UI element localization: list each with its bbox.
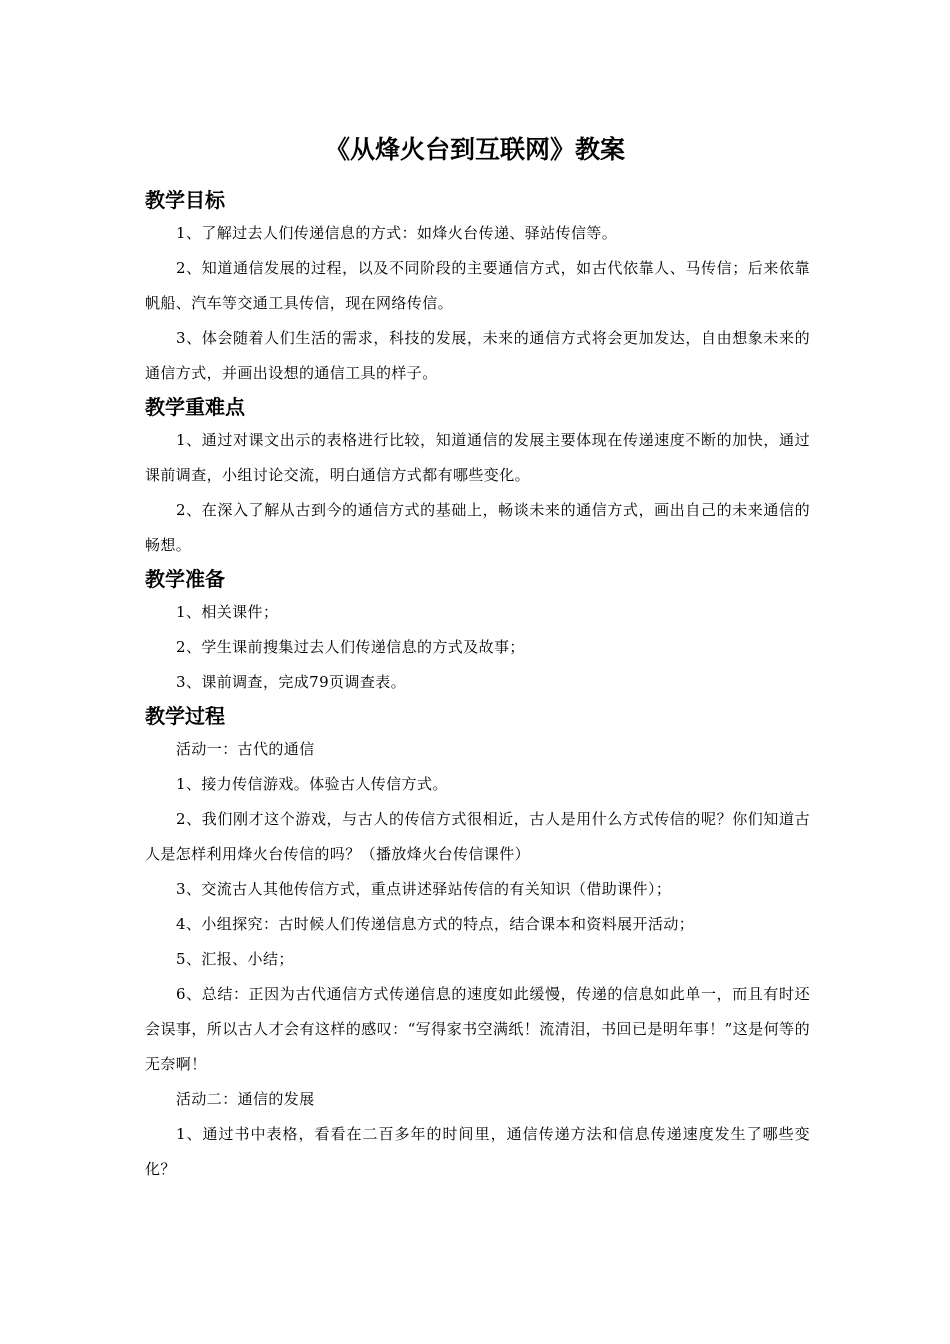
activity-title: 活动一：古代的通信 [176, 740, 315, 758]
section-preparation [145, 563, 810, 700]
paragraph: 6、总结：正因为古代通信方式传递信息的速度如此缓慢，传递的信息如此单一，而且有时还会误事，所以古人才会有这样的感叹：“写得家书空满纸！流清泪，书回已是明年事！”这是何等的无奈啊！ [145, 985, 810, 1073]
paragraph: 3、交流古人其他传信方式，重点讲述驿站传信的有关知识（借助课件）； [176, 880, 672, 898]
paragraph: 5、汇报、小结； [176, 950, 294, 968]
paragraph: 2、在深入了解从古到今的通信方式的基础上，畅谈未来的通信方式，画出自己的未来通信的畅想。 [145, 501, 810, 554]
section-heading: 教学目标 [145, 188, 225, 212]
section-teaching-process [145, 700, 810, 1187]
section-key-difficulties [145, 391, 810, 563]
document-title: 《从烽火台到互联网》教案 [324, 135, 625, 164]
paragraph: 3、体会随着人们生活的需求，科技的发展，未来的通信方式将会更加发达，自由想象未来的通信方式，并画出设想的通信工具的样子。 [145, 329, 810, 382]
activity-title: 活动二：通信的发展 [176, 1090, 315, 1108]
paragraph: 1、了解过去人们传递信息的方式：如烽火台传递、驿站传信等。 [176, 224, 618, 242]
paragraph: 2、学生课前搜集过去人们传递信息的方式及故事； [176, 638, 525, 656]
document-body [145, 184, 810, 1187]
paragraph: 1、通过对课文出示的表格进行比较，知道通信的发展主要体现在传递速度不断的加快，通过课前调查，小组讨论交流，明白通信方式都有哪些变化。 [145, 431, 810, 484]
section-heading: 教学重难点 [145, 395, 245, 419]
paragraph: 2、我们刚才这个游戏，与古人的传信方式很相近，古人是用什么方式传信的呢？你们知道古人是怎样利用烽火台传信的吗？（播放烽火台传信课件） [145, 810, 810, 863]
section-heading: 教学过程 [145, 704, 225, 728]
paragraph: 1、相关课件； [176, 603, 279, 621]
section-teaching-objectives [145, 184, 810, 391]
paragraph: 3、课前调查，完成79页调查表。 [176, 673, 407, 691]
section-heading: 教学准备 [145, 567, 225, 591]
paragraph: 4、小组探究：古时候人们传递信息方式的特点，结合课本和资料展开活动； [176, 915, 695, 933]
paragraph: 1、通过书中表格，看看在二百多年的时间里，通信传递方法和信息传递速度发生了哪些变化？ [145, 1125, 810, 1178]
paragraph: 2、知道通信发展的过程，以及不同阶段的主要通信方式，如古代依靠人、马传信；后来依靠帆船、汽车等交通工具传信，现在网络传信。 [145, 259, 810, 312]
paragraph: 1、接力传信游戏。体验古人传信方式。 [176, 775, 448, 793]
